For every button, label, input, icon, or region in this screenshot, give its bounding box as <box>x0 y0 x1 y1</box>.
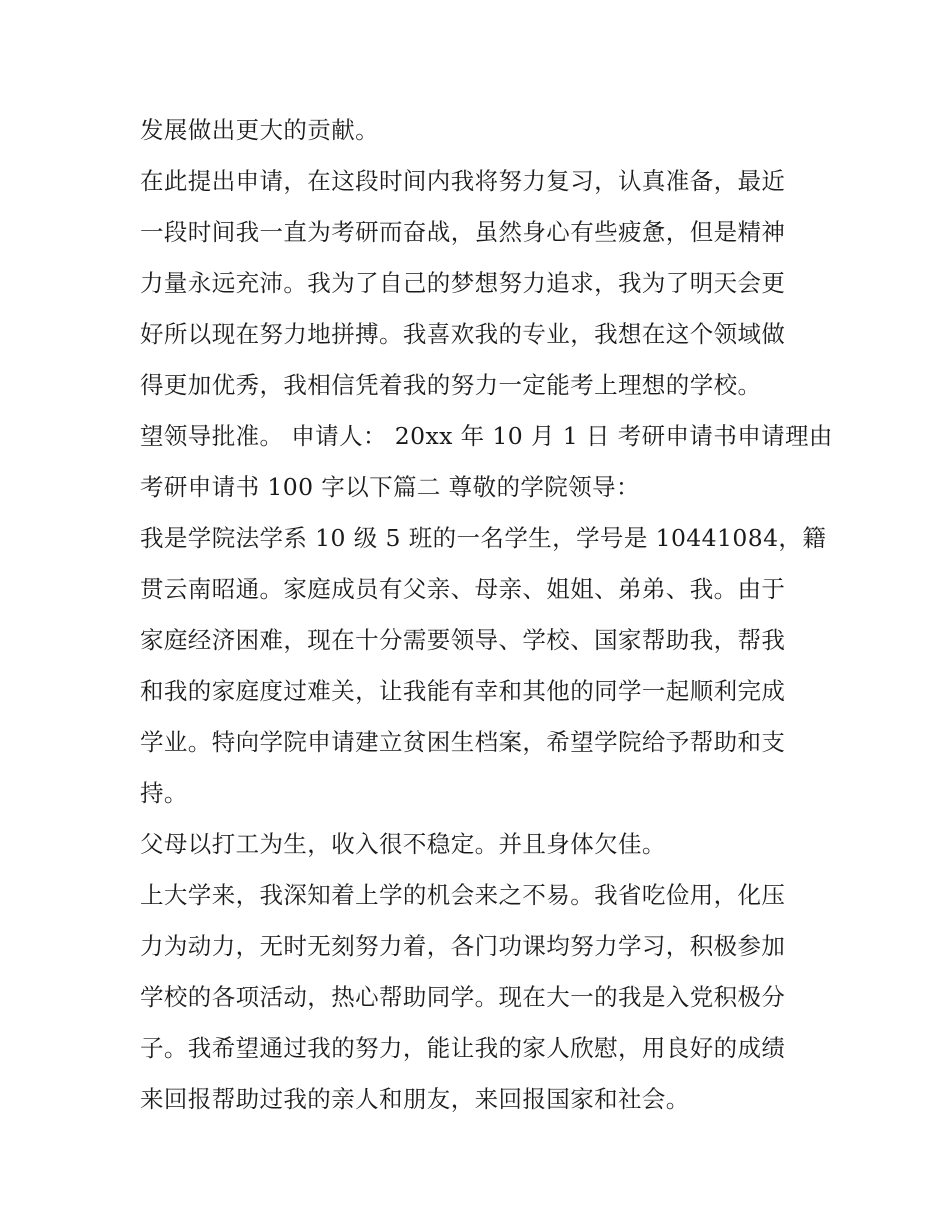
text-line: 子。我希望通过我的努力，能让我的家人欣慰，用良好的成绩 <box>140 1034 786 1062</box>
text-line: 和我的家庭度过难关，让我能有幸和其他的同学一起顺利完成 <box>140 677 786 705</box>
text-line: 力量永远充沛。我为了自己的梦想努力追求，我为了明天会更 <box>140 269 786 297</box>
text-line: 我是学院法学系 10 级 5 班的一名学生，学号是 10441084，籍 <box>140 524 827 552</box>
text-line: 好所以现在努力地拼搏。我喜欢我的专业，我想在这个领域做 <box>140 320 786 348</box>
text-line: 在此提出申请，在这段时间内我将努力复习，认真准备，最近 <box>140 167 786 195</box>
document-body <box>140 105 833 1125</box>
text-line: 上大学来，我深知着上学的机会来之不易。我省吃俭用，化压 <box>140 881 786 909</box>
text-line: 父母以打工为生，收入很不稳定。并且身体欠佳。 <box>140 830 666 858</box>
text-line: 考研申请书 100 字以下篇二 尊敬的学院领导： <box>140 473 640 501</box>
text-line: 力为动力，无时无刻努力着，各门功课均努力学习，积极参加 <box>140 932 786 960</box>
text-line: 一段时间我一直为考研而奋战，虽然身心有些疲惫，但是精神 <box>140 218 786 246</box>
text-line: 贯云南昭通。家庭成员有父亲、母亲、姐姐、弟弟、我。由于 <box>140 575 786 603</box>
text-line: 学业。特向学院申请建立贫困生档案，希望学院给予帮助和支 <box>140 728 786 756</box>
text-line: 发展做出更大的贡献。 <box>140 116 379 144</box>
text-line: 望领导批准。 申请人： 20xx 年 10 月 1 日 考研申请书申请理由 <box>140 422 833 450</box>
text-line: 来回报帮助过我的亲人和朋友，来回报国家和社会。 <box>140 1085 690 1113</box>
text-line: 家庭经济困难，现在十分需要领导、学校、国家帮助我，帮我 <box>140 626 786 654</box>
text-line: 得更加优秀，我相信凭着我的努力一定能考上理想的学校。 <box>140 371 762 399</box>
text-line: 持。 <box>140 779 188 807</box>
text-line: 学校的各项活动，热心帮助同学。现在大一的我是入党积极分 <box>140 983 786 1011</box>
